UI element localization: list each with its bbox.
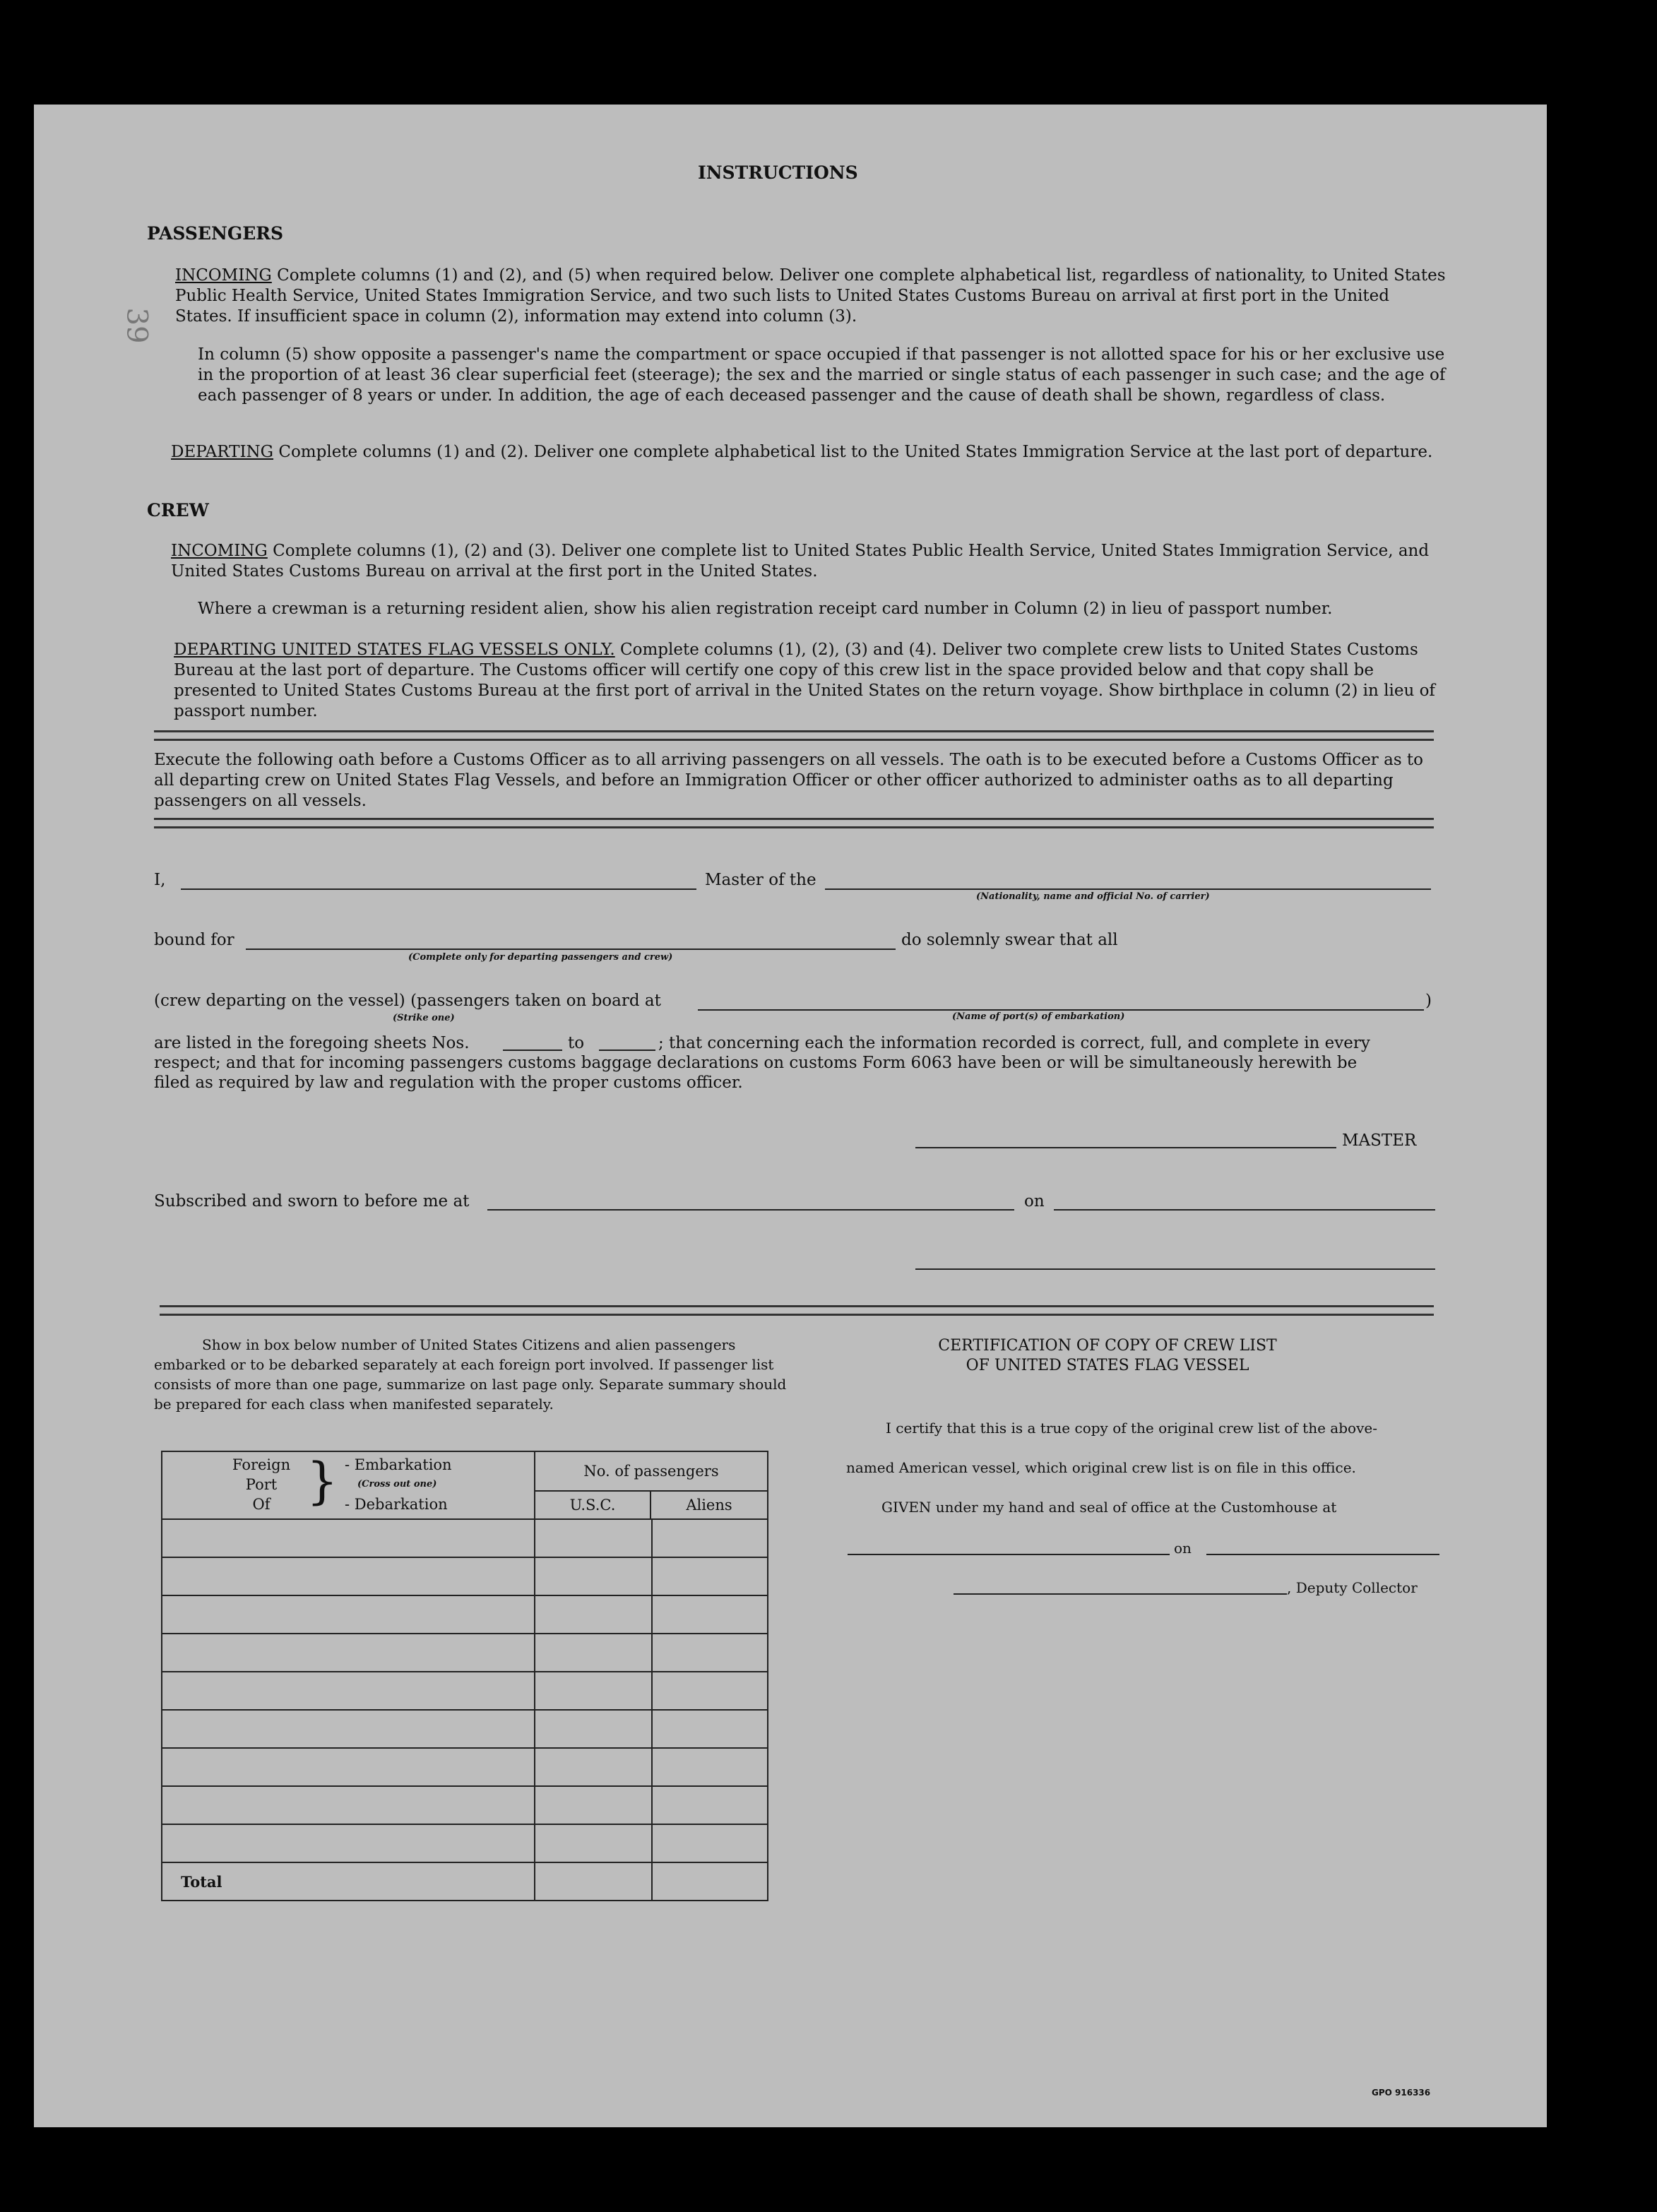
usc-cell[interactable] [535,1672,652,1710]
port-embarkation-line[interactable] [698,1009,1424,1011]
aliens-cell[interactable] [652,1634,768,1672]
certification-date-line[interactable] [1206,1554,1439,1555]
table-row [162,1824,768,1862]
table-row [162,1672,768,1710]
crew-heading: CREW [147,500,209,521]
aliens-cell[interactable] [652,1710,768,1748]
subscribed-on-label: on [1024,1192,1045,1211]
usc-cell[interactable] [535,1519,652,1557]
listed-text-d: filed as required by law and regulation with the proper customs officer. [154,1074,743,1092]
port-cell[interactable] [162,1710,535,1748]
usc-cell[interactable] [535,1824,652,1862]
port-cell[interactable] [162,1824,535,1862]
close-paren: ) [1425,992,1432,1010]
bound-caption: (Complete only for departing passengers and crew) [408,952,673,963]
passengers-incoming-paragraph [175,266,1447,327]
port-cell[interactable] [162,1748,535,1786]
certification-title [853,1336,1362,1376]
officer-signature-line[interactable] [915,1268,1435,1270]
listed-text-c: respect; and that for incoming passengers customs baggage declarations on customs Form 6063 have been or will be simultaneously herewith be [154,1054,1358,1072]
passengers-departing-text: Complete columns (1) and (2). Deliver one complete alphabetical list to the United States Immigration Service at the last port of departure. [278,443,1433,461]
aliens-cell[interactable] [652,1824,768,1862]
crew-incoming-label: INCOMING [171,542,268,560]
table-row [162,1710,768,1748]
summary-instructions: Show in box below number of United States Citizens and alien passengers embarked or to be debarked separately at each foreign port involved. If passenger list consists of more than one page, summarize on last page only. Separate summary should be prepared for each class when manifested separately. [154,1336,787,1413]
certification-line1: I certify that this is a true copy of the original crew list of the above- [886,1420,1377,1437]
table-row [162,1519,768,1557]
listed-to: to [568,1034,585,1052]
passengers-incoming-label: INCOMING [175,266,272,285]
sheet-from-line[interactable] [503,1049,562,1051]
passengers-departing-label: DEPARTING [171,443,274,461]
total-usc-cell[interactable] [535,1862,652,1901]
port-cell[interactable] [162,1672,535,1710]
ports-caption: (Name of port(s) of embarkation) [952,1011,1125,1022]
oath-instructions: Execute the following oath before a Customs Officer as to all arriving passengers on all vessels. The oath is to be executed before a Customs Officer as to all departing crew on United States Flag Vessels, and before an Immigration Officer or other officer authorized to administer oaths as to all departing passengers on all vessels. [154,751,1424,810]
usc-cell[interactable] [535,1595,652,1634]
port-header-cell [162,1451,535,1519]
sheet-to-line[interactable] [599,1049,655,1051]
listed-text-b: ; that concerning each the information recorded is correct, full, and complete in every [658,1034,1370,1052]
usc-label: U.S.C. [535,1492,651,1518]
crew-alien-paragraph: Where a crewman is a returning resident alien, show his alien registration receipt card number in Column (2) in lieu of passport number. [198,600,1333,618]
nationality-caption: (Nationality, name and official No. of carrier) [976,891,1210,902]
table-row [162,1634,768,1672]
embarkation-label: - Embarkation [345,1456,452,1473]
aliens-cell[interactable] [652,1672,768,1710]
master-signature-line[interactable] [915,1147,1336,1148]
usc-cell[interactable] [535,1634,652,1672]
passengers-heading: PASSENGERS [147,223,284,244]
passengers-header-cell [535,1451,768,1519]
port-cell[interactable] [162,1595,535,1634]
crew-departing-paragraph [174,640,1447,722]
certification-title-line2: OF UNITED STATES FLAG VESSEL [966,1357,1249,1374]
master-name-line[interactable] [181,888,696,890]
port-cell[interactable] [162,1786,535,1824]
swear-label: do solemnly swear that all [901,931,1118,949]
aliens-cell[interactable] [652,1595,768,1634]
port-cell[interactable] [162,1519,535,1557]
aliens-label: Aliens [686,1497,732,1514]
table-row [162,1557,768,1595]
foreign-label: Foreign [232,1456,291,1473]
side-mark: 39 [120,307,153,344]
bound-for-line[interactable] [246,949,896,950]
bound-for-label: bound for [154,931,234,949]
crew-incoming-text: Complete columns (1), (2) and (3). Deliver one complete list to United States Public Health Service, United States Immigration Service, and United States Customs Bureau on arrival at the first port in the United States. [171,542,1430,581]
usc-cell[interactable] [535,1557,652,1595]
table-row [162,1595,768,1634]
aliens-cell[interactable] [652,1748,768,1786]
subscribed-place-line[interactable] [487,1209,1014,1211]
aliens-cell[interactable] [652,1786,768,1824]
page-title: INSTRUCTIONS [698,162,858,183]
oath-i-label: I, [154,871,166,889]
port-cell[interactable] [162,1557,535,1595]
crew-departing-label: DEPARTING UNITED STATES FLAG VESSELS ONLY. [174,641,615,659]
master-label: MASTER [1342,1131,1417,1150]
of-label: Of [252,1496,271,1513]
table-row [162,1748,768,1786]
debarkation-label: - Debarkation [345,1496,448,1513]
port-label: Port [245,1476,278,1493]
cross-out-caption: (Cross out one) [357,1479,437,1489]
deputy-collector-label: , Deputy Collector [1287,1579,1418,1596]
form-page [34,105,1547,2127]
usc-cell[interactable] [535,1710,652,1748]
carrier-line[interactable] [825,888,1431,890]
listed-text-a: are listed in the foregoing sheets Nos. [154,1034,470,1052]
aliens-cell[interactable] [652,1557,768,1595]
subscribed-date-line[interactable] [1054,1209,1435,1211]
total-label: Total [162,1862,535,1901]
table-row [162,1786,768,1824]
strike-caption: (Strike one) [393,1013,455,1023]
double-rule-1 [154,730,1434,741]
gpo-code: GPO 916336 [1372,2088,1431,2098]
aliens-cell[interactable] [652,1519,768,1557]
total-aliens-cell[interactable] [652,1862,768,1901]
crew-departing-text: Complete columns (1), (2), (3) and (4). Deliver two complete crew lists to United States Customs Bureau at the last port of departure. The Customs officer will certify one copy of this crew list in the space provided below and that copy shall be presented to United States Customs Bureau at the first port of arrival in the United States on the return voyage. Show birthplace in column (2) in lieu of passport number. [174,641,1435,720]
passengers-incoming-text: Complete columns (1) and (2), and (5) when required below. Deliver one complete alphabetical list, regardless of nationality, to United States Public Health Service, United States Immigration Service, and two such lists to United States Customs Bureau on arrival at first port in the United States. If insufficient space in column (2), information may extend into column (3). [175,266,1446,326]
certification-line2: named American vessel, which original crew list is on file in this office. [846,1459,1356,1476]
total-row [162,1862,768,1901]
deputy-signature-line[interactable] [954,1593,1287,1595]
master-of-label: Master of the [705,871,816,889]
usc-cell[interactable] [535,1786,652,1824]
certification-title-line1: CERTIFICATION OF COPY OF CREW LIST [938,1337,1277,1355]
double-rule-2 [154,818,1434,828]
brace-icon: } [307,1452,338,1510]
crew-departing-label: (crew departing on the vessel) (passengers taken on board at [154,992,661,1010]
certification-on-label: on [1174,1540,1192,1557]
port-cell[interactable] [162,1634,535,1672]
double-rule-3 [160,1305,1434,1316]
certification-line3: GIVEN under my hand and seal of office at the Customhouse at [881,1499,1337,1516]
subscribed-label: Subscribed and sworn to before me at [154,1192,470,1211]
customhouse-line[interactable] [848,1554,1170,1555]
crew-incoming-paragraph [171,541,1447,582]
passenger-summary-table [161,1451,768,1901]
usc-cell[interactable] [535,1748,652,1786]
no-passengers-label: No. of passengers [535,1452,767,1492]
passengers-departing-paragraph [171,442,1447,463]
passengers-column5-paragraph: In column (5) show opposite a passenger's name the compartment or space occupied if that passenger is not allotted space for his or her exclusive use in the proportion of at least 36 clear superficial feet (steerage); the sex and the married or single status of each passenger in such case; and the age of each passenger of 8 years or under. In addition, the age of each deceased passenger and the cause of death shall be shown, regardless of class. [198,345,1446,405]
